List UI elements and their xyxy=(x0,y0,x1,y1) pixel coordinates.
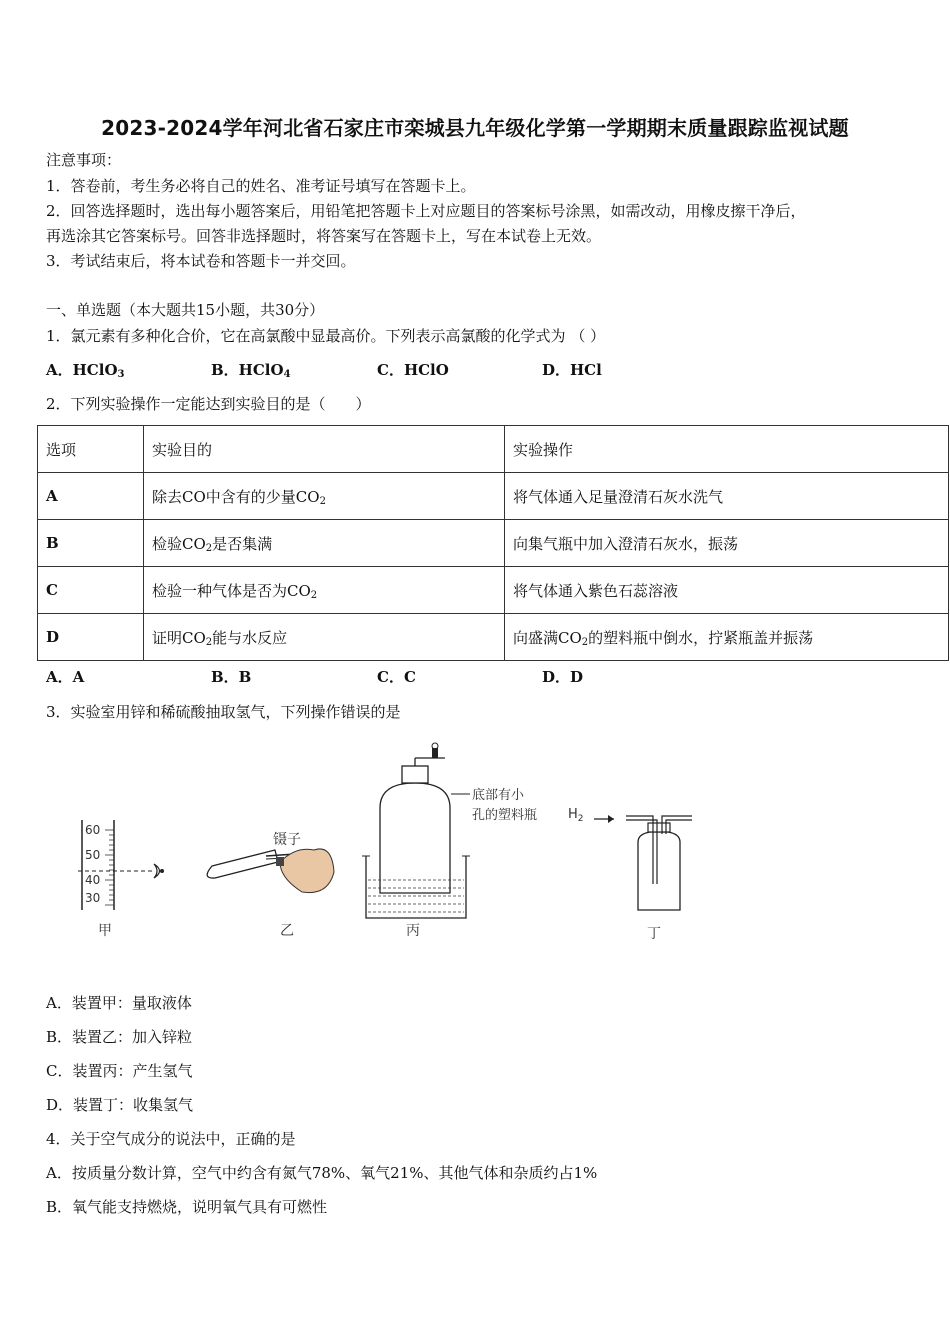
row-purpose: 除去CO中含有的少量$CO_2$ xyxy=(144,473,505,520)
table-row xyxy=(38,520,949,567)
scale-label: 40 xyxy=(85,873,101,887)
row-key: C xyxy=(38,567,144,614)
section-heading: 一、单选题（本大题共15小题，共30分） xyxy=(46,301,325,319)
q2-option-a[interactable]: A．A xyxy=(46,668,85,686)
table-header-cell: 实验操作 xyxy=(505,426,949,473)
stopper-icon xyxy=(648,823,670,832)
q1-option-d[interactable]: D．HCl xyxy=(542,361,602,379)
q4-stem: 4．关于空气成分的说法中，正确的是 xyxy=(46,1130,296,1148)
table-row xyxy=(38,614,949,661)
generator-apparatus xyxy=(362,743,537,918)
q1-stem: 1．氯元素有多种化合价，它在高氯酸中显最高价。下列表示高氯酸的化学式为 （ ） xyxy=(46,327,606,345)
note-item-2-cont: 再选涂其它答案标号。回答非选择题时，将答案写在答题卡上，写在本试卷上无效。 xyxy=(46,227,602,245)
q1-option-b[interactable]: B．HClO$_4$ xyxy=(211,361,291,380)
q2-stem: 2．下列实验操作一定能达到实验目的是（ ） xyxy=(46,395,371,413)
row-operation: 向集气瓶中加入澄清石灰水，振荡 xyxy=(505,520,949,567)
apparatus-figure xyxy=(70,738,710,948)
q1-option-c[interactable]: C．HClO xyxy=(377,361,449,379)
q3-option-c[interactable]: C．装置丙：产生氢气 xyxy=(46,1062,193,1080)
bottle-note-2: 孔的塑料瓶 xyxy=(472,808,538,823)
bottle-note-1: 底部有小 xyxy=(472,788,525,803)
row-purpose: 检验$CO_2$是否集满 xyxy=(144,520,505,567)
table-row xyxy=(38,473,949,520)
figure-label-yi: 乙 xyxy=(280,923,294,939)
row-operation: 向盛满$CO_2$的塑料瓶中倒水，拧紧瓶盖并振荡 xyxy=(505,614,949,661)
scale-label: 50 xyxy=(85,848,101,862)
page-title: 2023-2024学年河北省石家庄市栾城县九年级化学第一学期期末质量跟踪监视试题 xyxy=(101,116,849,140)
table-row xyxy=(38,567,949,614)
notes-heading: 注意事项： xyxy=(46,151,122,169)
figure-label-jia: 甲 xyxy=(98,923,112,939)
figure-label-bing: 丙 xyxy=(406,923,420,939)
q4-option-a[interactable]: A．按质量分数计算，空气中约含有氮气78%、氧气21%、其他气体和杂质约占1% xyxy=(46,1164,598,1182)
arrow-right-icon xyxy=(608,815,614,823)
collector-apparatus xyxy=(568,807,692,910)
table-header-row xyxy=(38,426,949,473)
eye-icon xyxy=(154,864,160,878)
row-key: D xyxy=(38,614,144,661)
note-item-3: 3．考试结束后，将本试卷和答题卡一并交回。 xyxy=(46,252,356,270)
q4-option-b[interactable]: B．氧气能支持燃烧，说明氧气具有可燃性 xyxy=(46,1198,328,1216)
row-key: A xyxy=(38,473,144,520)
stopper-icon xyxy=(402,766,428,783)
row-purpose: 检验一种气体是否为$CO_2$ xyxy=(144,567,505,614)
row-operation: 将气体通入足量澄清石灰水洗气 xyxy=(505,473,949,520)
q1-option-a[interactable]: A．HClO$_3$ xyxy=(46,361,125,380)
cylinder-apparatus xyxy=(78,820,164,910)
q3-option-a[interactable]: A．装置甲：量取液体 xyxy=(46,994,192,1012)
scale-label: 60 xyxy=(85,823,101,837)
gas-label: $H_2$ xyxy=(568,807,584,824)
note-item-2: 2．回答选择题时，选出每小题答案后，用铅笔把答题卡上对应题目的答案标号涂黑，如需改动，用橡皮擦干净后， xyxy=(46,202,806,220)
table-header-cell: 实验目的 xyxy=(144,426,505,473)
q3-option-b[interactable]: B．装置乙：加入锌粒 xyxy=(46,1028,193,1046)
hand-icon xyxy=(280,849,334,893)
table-header-cell: 选项 xyxy=(38,426,144,473)
row-operation: 将气体通入紫色石蕊溶液 xyxy=(505,567,949,614)
figure-label-ding: 丁 xyxy=(647,926,661,942)
scale-label: 30 xyxy=(85,891,101,905)
test-tube-apparatus xyxy=(207,831,334,893)
q3-option-d[interactable]: D．装置丁：收集氢气 xyxy=(46,1096,194,1114)
q2-option-c[interactable]: C．C xyxy=(377,668,416,686)
q3-stem: 3．实验室用锌和稀硫酸抽取氢气，下列操作错误的是 xyxy=(46,703,401,721)
note-item-1: 1．答卷前，考生务必将自己的姓名、准考证号填写在答题卡上。 xyxy=(46,177,476,195)
row-key: B xyxy=(38,520,144,567)
q2-option-d[interactable]: D．D xyxy=(542,668,584,686)
q2-option-b[interactable]: B．B xyxy=(211,668,252,686)
tweezer-label: 镊子 xyxy=(273,832,301,848)
row-purpose: 证明$CO_2$能与水反应 xyxy=(144,614,505,661)
experiment-table xyxy=(37,425,949,661)
